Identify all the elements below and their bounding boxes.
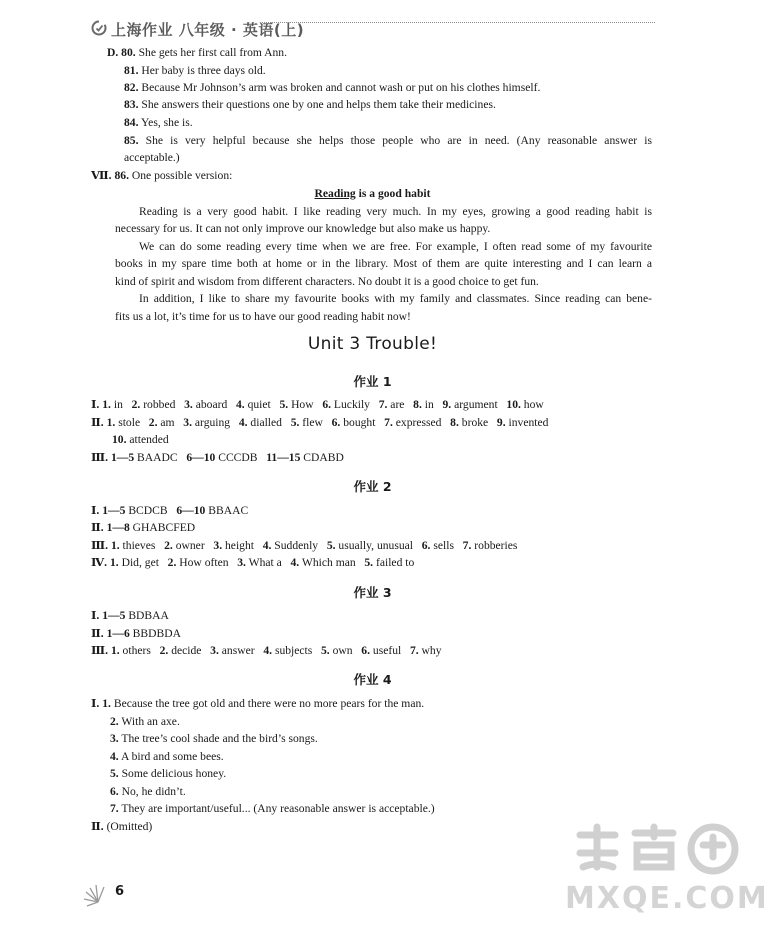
essay-title: Reading is a good habit xyxy=(314,187,431,200)
hw4-answer-4: 4. A bird and some bees. xyxy=(110,750,224,763)
logo-icon xyxy=(91,20,107,36)
hw4-line-2: Ⅱ. (Omitted) xyxy=(91,820,153,833)
homework-2-title: 作业 2 xyxy=(353,479,392,494)
essay-line: fits us a lot, it’s time for us to have our good reading habit now! xyxy=(115,310,411,323)
hw4-answer-5: 5. Some delicious honey. xyxy=(110,767,227,780)
essay-line: kind of spirit and wisdom from different characters. No doubt it is a good choice to get fun. xyxy=(115,275,539,288)
answer-80: D. 80. She gets her first call from Ann. xyxy=(107,46,288,59)
hw4-answer-1: Ⅰ. 1. Because the tree got old and there were no more pears for the man. xyxy=(91,697,425,710)
answer-86: Ⅶ. 86. One possible version: xyxy=(91,169,233,182)
hw1-line-1: Ⅰ. 1. in 2. robbed 3. aboard 4. quiet 5. How 6. Luckily 7. are 8. in 9. argument 10. how xyxy=(91,398,544,411)
answer-85-cont: acceptable.) xyxy=(124,151,180,164)
homework-4-title: 作业 4 xyxy=(353,672,392,687)
hw3-line-1: Ⅰ. 1—5 BDBAA xyxy=(91,609,169,622)
essay-line: necessary for us. It can not only improve our knowledge but also make us happy. xyxy=(115,222,491,235)
answer-84: 84. Yes, she is. xyxy=(124,116,193,129)
header-rule xyxy=(262,22,655,23)
answer-82: 82. Because Mr Johnson’s arm was broken and cannot wash or put on his clothes himself. xyxy=(124,81,541,94)
page-number: 6 xyxy=(115,884,125,899)
answer-85: 85. She is very helpful because she helps those people who are in need. (Any reasonable answer is xyxy=(124,134,652,147)
hw4-answer-2: 2. With an axe. xyxy=(110,715,180,728)
answer-81: 81. Her baby is three days old. xyxy=(124,64,266,77)
watermark-text: MXQE.COM xyxy=(565,881,769,916)
hw4-answer-3: 3. The tree’s cool shade and the bird’s songs. xyxy=(110,732,318,745)
hw4-answer-7: 7. They are important/useful... (Any reasonable answer is acceptable.) xyxy=(110,802,435,815)
homework-3-title: 作业 3 xyxy=(353,585,392,600)
watermark-logo xyxy=(565,815,769,921)
essay-line: books in my spare time both at home or in the library. Most of them are quite interesting and I can learn a xyxy=(115,257,652,270)
hw2-line-4: Ⅳ. 1. Did, get 2. How often 3. What a 4. Which man 5. failed to xyxy=(91,556,415,569)
hw1-line-2: Ⅱ. 1. stole 2. am 3. arguing 4. dialled 5. flew 6. bought 7. expressed 8. broke 9. invented xyxy=(91,416,549,429)
hw2-line-1: Ⅰ. 1—5 BCDCB 6—10 BBAAC xyxy=(91,504,249,517)
essay-line: Reading is a very good habit. I like reading very much. In my eyes, growing a good reading habit is xyxy=(139,205,652,218)
homework-1-title: 作业 1 xyxy=(353,374,392,389)
essay-line: In addition, I like to share my favourite books with my family and classmates. Since reading can bene- xyxy=(139,292,652,305)
hw3-line-2: Ⅱ. 1—6 BBDBDA xyxy=(91,627,181,640)
answer-83: 83. She answers their questions one by one and helps them take their medicines. xyxy=(124,98,496,111)
header-title: 上海作业 八年级 · 英语(上) xyxy=(111,21,305,39)
hw4-answer-6: 6. No, he didn’t. xyxy=(110,785,186,798)
essay-line: We can do some reading every time when we are free. For example, I often read some of my favourite xyxy=(139,240,652,253)
hw1-line-3: Ⅲ. 1—5 BAADC 6—10 CCCDB 11—15 CDABD xyxy=(91,451,344,464)
hw3-line-3: Ⅲ. 1. others 2. decide 3. answer 4. subjects 5. own 6. useful 7. why xyxy=(91,644,442,657)
page-ornament-icon xyxy=(78,880,118,910)
hw1-line-2b: 10. attended xyxy=(112,433,169,446)
hw2-line-3: Ⅲ. 1. thieves 2. owner 3. height 4. Suddenly 5. usually, unusual 6. sells 7. robberies xyxy=(91,539,518,552)
hw2-line-2: Ⅱ. 1—8 GHABCFED xyxy=(91,521,196,534)
unit-title: Unit 3 Trouble! xyxy=(307,334,438,354)
